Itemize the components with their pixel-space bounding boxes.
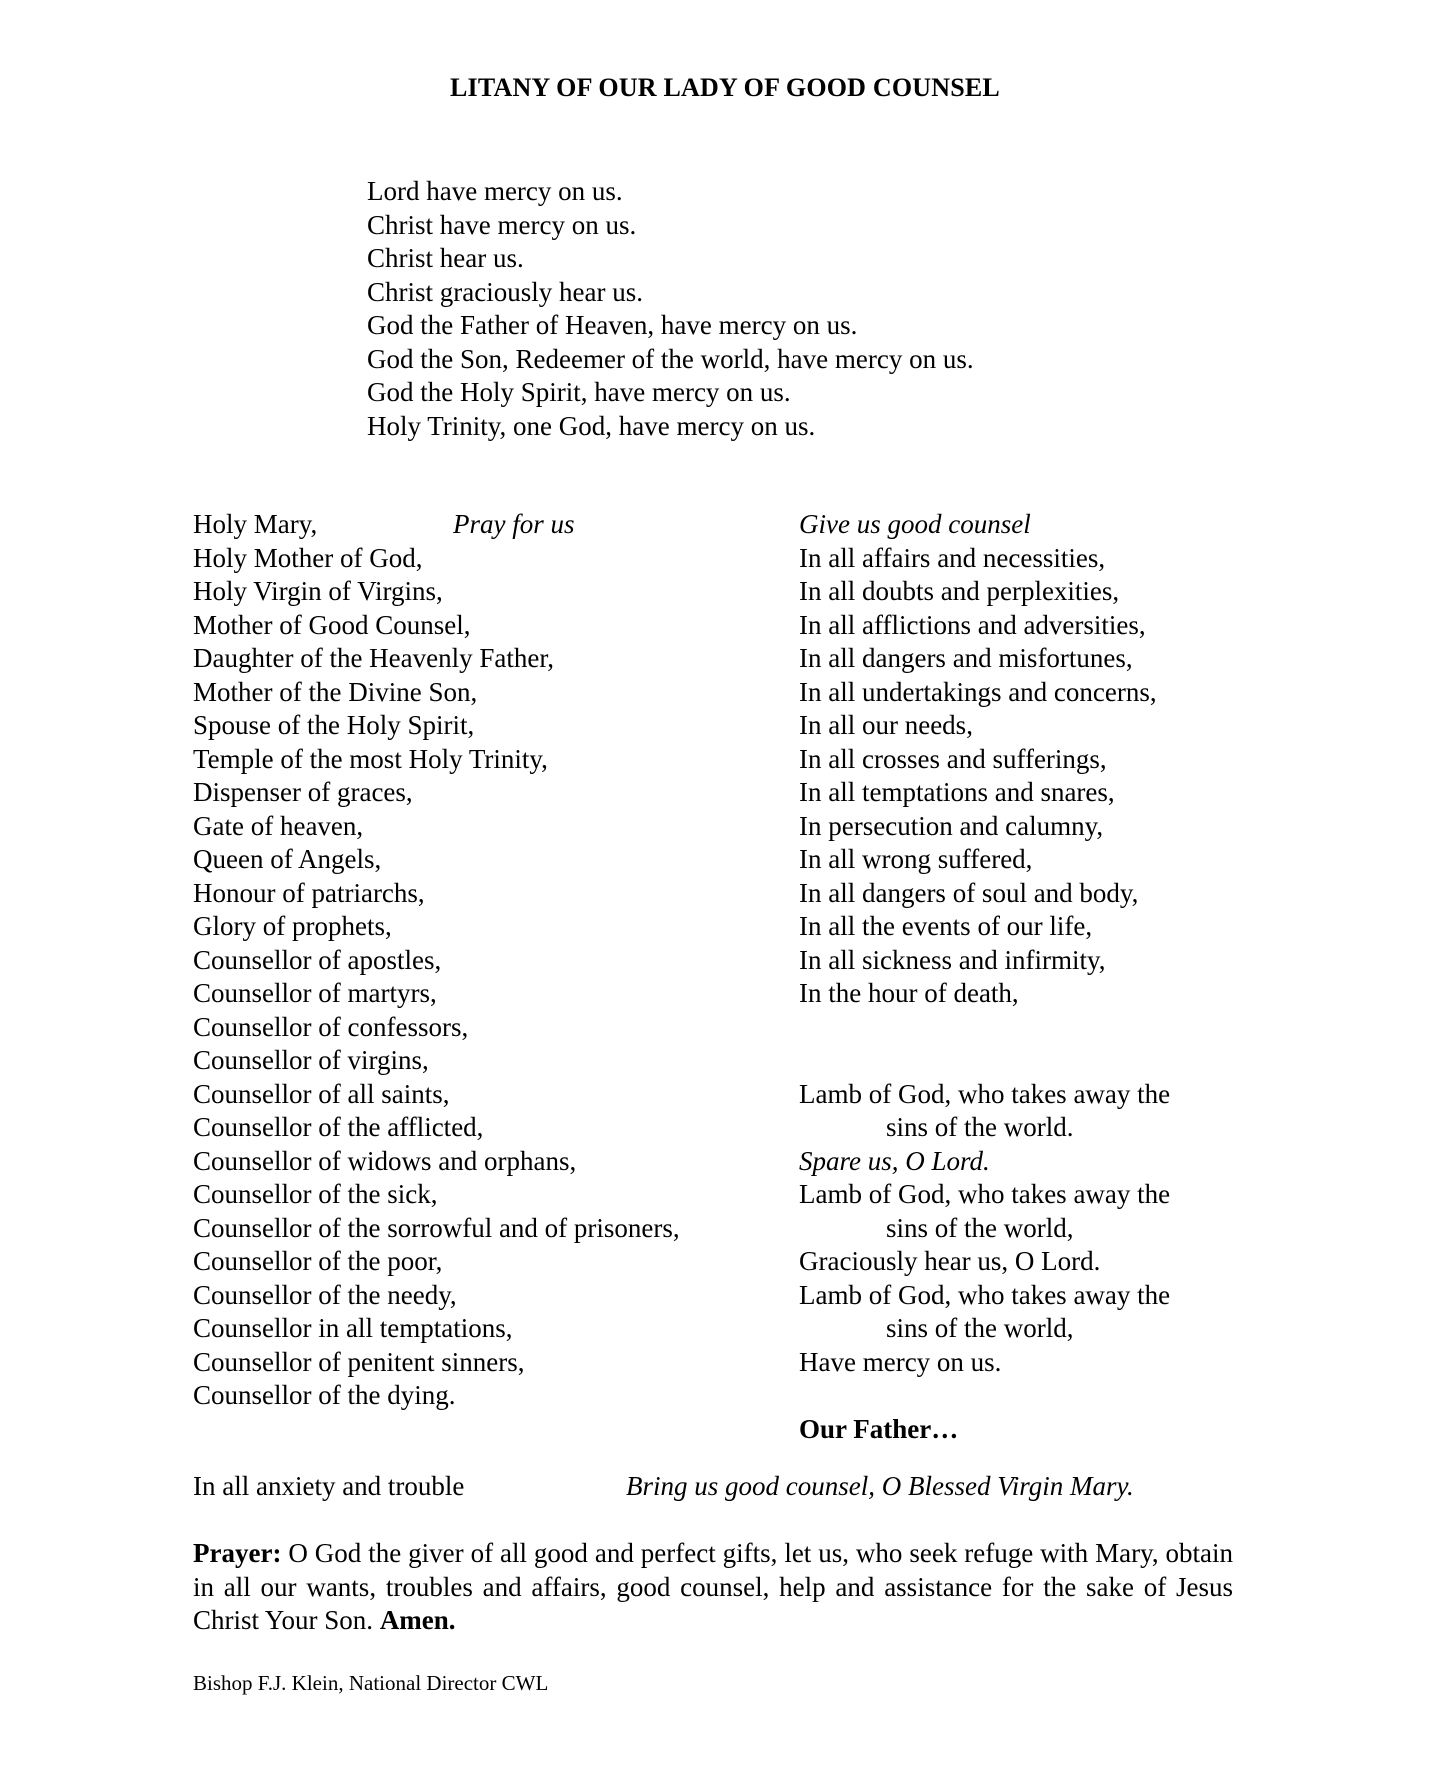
closing-prayer (193, 1537, 1233, 1638)
petition-line: In all dangers and misfortunes, (799, 643, 1133, 673)
lamb-of-god-response: Have mercy on us. (799, 1346, 1002, 1377)
petition-line: In the hour of death, (799, 978, 1019, 1008)
petition-line: In all afflictions and adversities, (799, 609, 1146, 640)
invocation-line: Counsellor of martyrs, (193, 978, 437, 1008)
prayer-label: Prayer: (193, 1538, 282, 1568)
intro-line: Lord have mercy on us. (367, 176, 623, 206)
prayer-text: O God the giver of all good and perfect gifts, let us, who seek refuge with Mary, obtain in all our wants, troubles and affairs, good counsel, help and assistance for the sake of Jesus Christ Your Son. (193, 1538, 1233, 1635)
lamb-of-god-response: Graciously hear us, O Lord. (799, 1246, 1101, 1276)
invocation-line: Counsellor of the sorrowful and of prisoners, (193, 1212, 680, 1243)
petition-line: In all the events of our life, (799, 911, 1093, 941)
attribution: Bishop F.J. Klein, National Director CWL (193, 1671, 549, 1695)
invocation-line: Temple of the most Holy Trinity, (193, 743, 548, 774)
marian-invocations-list (193, 508, 680, 1413)
petition-line: In all sickness and infirmity, (799, 944, 1106, 975)
invocation-line: Dispenser of graces, (193, 777, 413, 807)
counsel-petitions-list (799, 508, 1170, 1446)
invocation-line: Mother of Good Counsel, (193, 609, 471, 640)
invocation-line: Counsellor of the poor, (193, 1246, 443, 1276)
petition-line: In all affairs and necessities, (799, 542, 1106, 573)
invocation-line: Counsellor of the dying. (193, 1380, 456, 1410)
petition-line: In all dangers of soul and body, (799, 877, 1139, 908)
page-title: LITANY OF OUR LADY OF GOOD COUNSEL (450, 73, 1000, 102)
invocation-line: Counsellor of all saints, (193, 1078, 450, 1109)
invocation-line: Counsellor of confessors, (193, 1011, 469, 1042)
lamb-of-god-line: Lamb of God, who takes away the (799, 1078, 1171, 1109)
lamb-of-god-continuation: sins of the world, (886, 1212, 1074, 1243)
lamb-of-god-line: Lamb of God, who takes away the (799, 1179, 1171, 1209)
invocation-line: Counsellor in all temptations, (193, 1313, 513, 1343)
petition-line: In all wrong suffered, (799, 844, 1033, 874)
invocation-line: Holy Mary, (193, 509, 318, 539)
invocation-line: Daughter of the Heavenly Father, (193, 643, 555, 673)
petition-line: In all doubts and perplexities, (799, 576, 1120, 606)
invocation-line: Holy Virgin of Virgins, (193, 576, 443, 606)
anxiety-response: Bring us good counsel, O Blessed Virgin Mary. (626, 1471, 1134, 1501)
lamb-of-god-continuation: sins of the world. (886, 1112, 1074, 1142)
give-us-good-counsel-response: Give us good counsel (799, 509, 1031, 539)
lamb-of-god-line: Lamb of God, who takes away the (799, 1279, 1171, 1310)
invocation-line: Counsellor of penitent sinners, (193, 1346, 525, 1377)
amen: Amen. (379, 1605, 456, 1635)
intro-line: God the Son, Redeemer of the world, have mercy on us. (367, 343, 974, 374)
intro-line: God the Holy Spirit, have mercy on us. (367, 377, 791, 407)
petition-line: In all crosses and sufferings, (799, 743, 1107, 774)
invocation-line: Counsellor of the needy, (193, 1279, 457, 1310)
intro-line: Christ graciously hear us. (367, 276, 643, 307)
invocation-line: Mother of the Divine Son, (193, 676, 478, 707)
our-father-heading: Our Father… (799, 1413, 959, 1444)
pray-for-us-response: Pray for us (453, 509, 575, 539)
invocation-line: Counsellor of widows and orphans, (193, 1145, 577, 1176)
section-spacer (799, 1011, 1170, 1078)
invocation-line: Counsellor of the afflicted, (193, 1112, 484, 1142)
intro-line: Holy Trinity, one God, have mercy on us. (367, 410, 816, 441)
petition-line: In all undertakings and concerns, (799, 676, 1157, 707)
lamb-of-god-continuation: sins of the world, (886, 1313, 1074, 1343)
intro-line: God the Father of Heaven, have mercy on us. (367, 310, 858, 340)
opening-invocations (367, 175, 974, 443)
invocation-line: Counsellor of the sick, (193, 1179, 438, 1209)
invocation-line: Counsellor of apostles, (193, 944, 442, 975)
petition-line: In persecution and calumny, (799, 810, 1104, 841)
invocation-line: Gate of heaven, (193, 810, 364, 841)
petition-line: In all temptations and snares, (799, 777, 1115, 807)
invocation-line: Honour of patriarchs, (193, 877, 425, 908)
invocation-line: Glory of prophets, (193, 911, 392, 941)
intro-line: Christ hear us. (367, 243, 524, 273)
invocation-line: Counsellor of virgins, (193, 1045, 429, 1075)
anxiety-invocation: In all anxiety and trouble (193, 1471, 465, 1501)
invocation-line: Queen of Angels, (193, 844, 382, 874)
lamb-of-god-response: Spare us, O Lord. (799, 1145, 990, 1176)
intro-line: Christ have mercy on us. (367, 209, 637, 240)
invocation-line: Spouse of the Holy Spirit, (193, 710, 475, 740)
petition-line: In all our needs, (799, 710, 973, 740)
invocation-line: Holy Mother of God, (193, 542, 423, 573)
